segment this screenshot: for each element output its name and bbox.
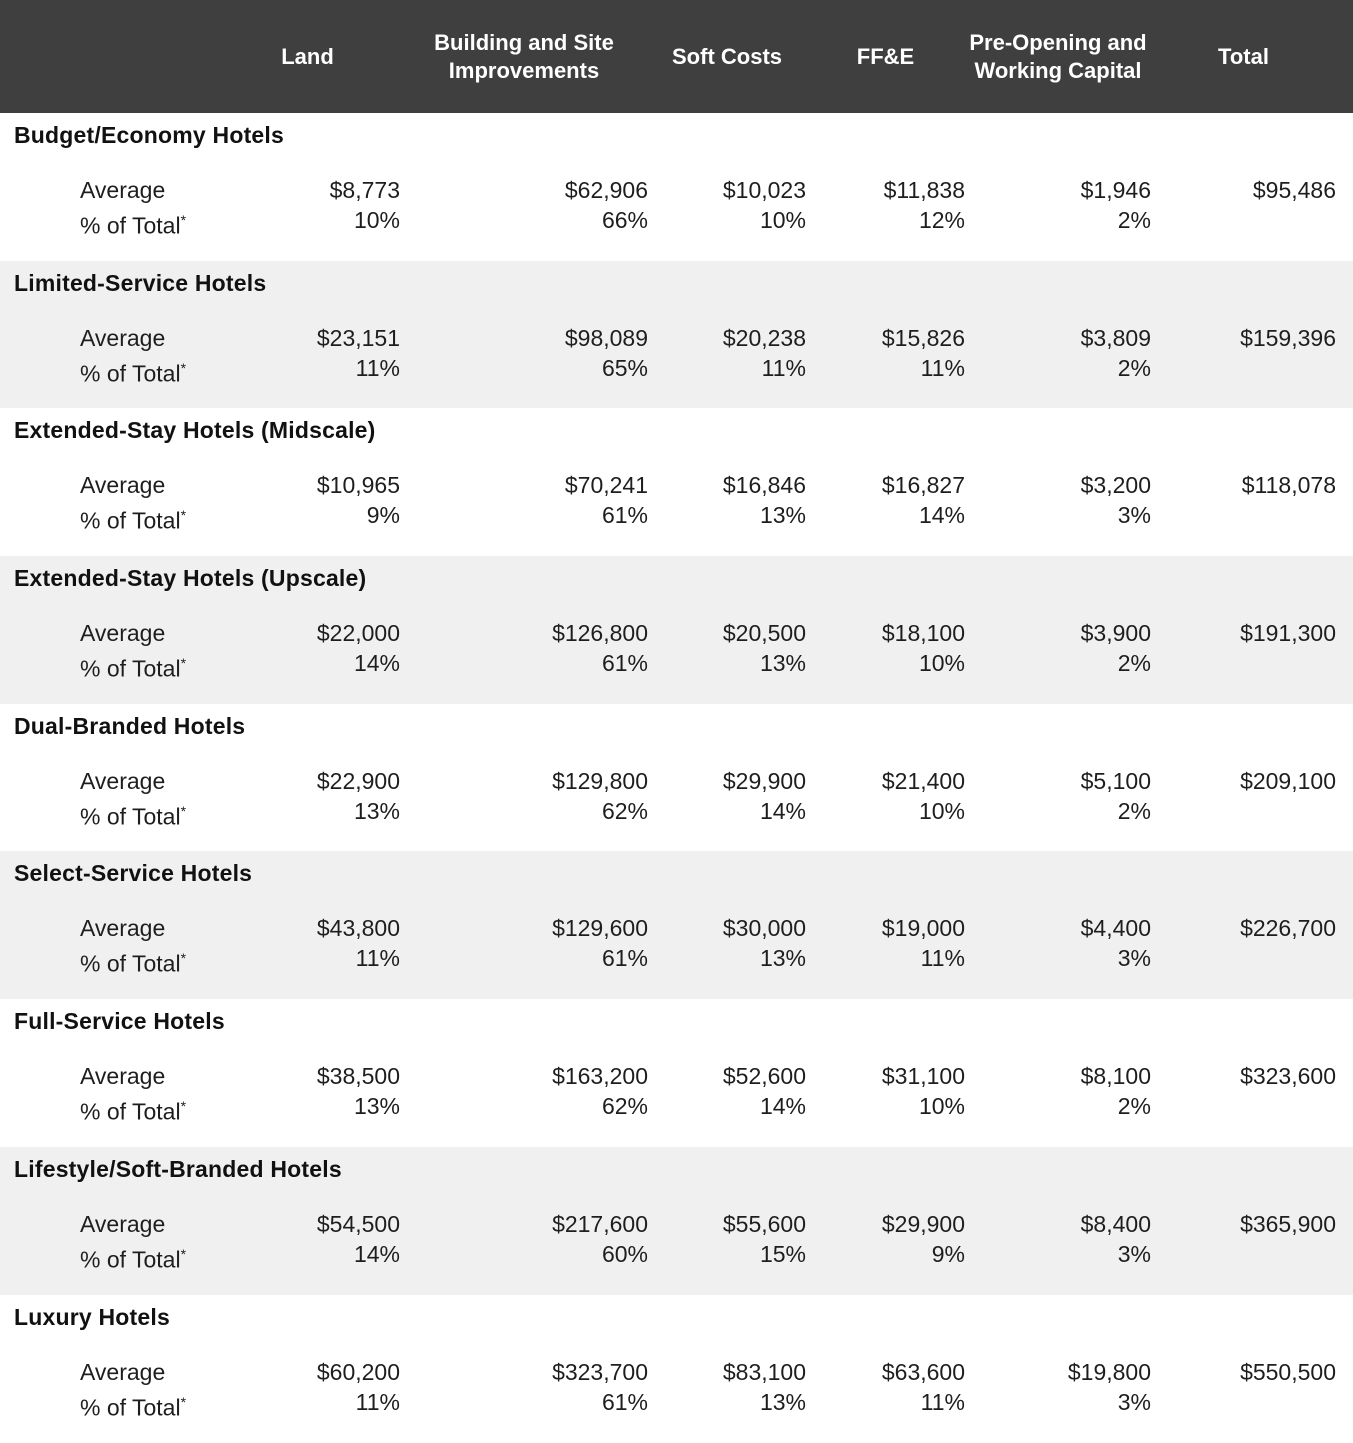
pct-of-total-row <box>0 943 1353 979</box>
pct-ffe: 11% <box>920 354 965 381</box>
section-title: Extended-Stay Hotels (Upscale) <box>14 565 367 592</box>
average-building-site-improvements: $217,600 <box>552 1210 648 1237</box>
average-preopening-working-capital: $8,100 <box>1080 1063 1151 1090</box>
average-building-site-improvements: $163,200 <box>552 1063 648 1090</box>
average-total: $550,500 <box>1240 1358 1336 1385</box>
pct-land: 14% <box>353 650 400 677</box>
row-label-pct-of-total <box>0 205 215 241</box>
average-soft-costs: $52,600 <box>722 1063 806 1090</box>
average-ffe: $11,838 <box>883 177 965 203</box>
section-title: Budget/Economy Hotels <box>14 122 285 148</box>
row-label-pct-of-total <box>0 1387 215 1423</box>
average-row <box>0 913 1353 943</box>
pct-of-total-row <box>0 1239 1353 1275</box>
pct-land: 14% <box>353 1240 400 1267</box>
average-building-site-improvements: $126,800 <box>552 620 648 647</box>
pct-of-total-asterisk: * <box>180 802 187 819</box>
pct-land: 11% <box>355 1388 400 1415</box>
section-title: Extended-Stay Hotels (Midscale) <box>14 417 376 444</box>
average-row <box>0 175 1353 205</box>
average-row <box>0 1061 1353 1091</box>
pct-of-total-label-text: % of Total <box>80 1246 181 1273</box>
pct-of-total-label-text: % of Total <box>80 655 181 682</box>
average-building-site-improvements: $70,241 <box>564 472 648 499</box>
pct-preopening-working-capital: 2% <box>1117 207 1151 233</box>
average-land: $54,500 <box>316 1210 400 1237</box>
pct-soft-costs: 13% <box>759 945 806 972</box>
column-header-total: Total <box>1218 43 1269 69</box>
pct-building-site-improvements: 61% <box>601 945 648 972</box>
pct-ffe: 11% <box>920 1388 965 1415</box>
pct-ffe: 10% <box>918 1093 965 1120</box>
section-title: Dual-Branded Hotels <box>14 712 246 739</box>
section-title: Luxury Hotels <box>14 1303 170 1330</box>
pct-preopening-working-capital: 3% <box>1117 1240 1151 1267</box>
pct-total <box>1151 1239 1336 1275</box>
pct-of-total-row <box>0 353 1353 389</box>
average-land: $8,773 <box>329 177 400 203</box>
hotel-category-section <box>0 113 1353 261</box>
pct-of-total-asterisk: * <box>180 359 187 376</box>
pct-total <box>1151 205 1336 241</box>
row-label-average: Average <box>80 620 166 647</box>
column-header-ffe: FF&E <box>856 43 915 69</box>
hotel-category-section <box>0 999 1353 1147</box>
average-ffe: $21,400 <box>881 767 965 794</box>
pct-soft-costs: 14% <box>759 797 806 824</box>
column-header-land: Land <box>281 43 334 69</box>
average-land: $60,200 <box>316 1358 400 1385</box>
average-building-site-improvements: $129,800 <box>552 767 648 794</box>
pct-of-total-label-text: % of Total <box>80 951 181 978</box>
pct-preopening-working-capital: 3% <box>1117 945 1151 972</box>
average-row <box>0 766 1353 796</box>
average-land: $38,500 <box>316 1063 400 1090</box>
row-label-average: Average <box>80 324 166 351</box>
pct-preopening-working-capital: 3% <box>1117 502 1151 529</box>
pct-of-total-asterisk: * <box>180 1245 187 1262</box>
pct-total <box>1151 943 1336 979</box>
pct-of-total-label-text: % of Total <box>80 360 181 387</box>
pct-total <box>1151 353 1336 389</box>
pct-soft-costs: 10% <box>759 207 806 233</box>
pct-total <box>1151 500 1336 536</box>
average-total: $159,396 <box>1240 324 1336 351</box>
row-label-average: Average <box>80 767 166 794</box>
average-soft-costs: $10,023 <box>722 177 806 203</box>
average-preopening-working-capital: $5,100 <box>1080 767 1151 794</box>
column-header-spacer <box>0 49 215 65</box>
pct-land: 9% <box>366 502 400 529</box>
pct-of-total-label-text: % of Total <box>80 1098 181 1125</box>
pct-of-total-asterisk: * <box>180 655 187 672</box>
pct-soft-costs: 13% <box>759 502 806 529</box>
pct-preopening-working-capital: 2% <box>1117 1093 1151 1120</box>
pct-land: 11% <box>355 354 400 381</box>
section-title: Limited-Service Hotels <box>14 269 267 296</box>
average-total: $226,700 <box>1240 915 1336 942</box>
row-label-pct-of-total <box>0 1239 215 1275</box>
average-land: $10,965 <box>316 472 400 499</box>
average-row <box>0 1357 1353 1387</box>
average-land: $22,900 <box>316 767 400 794</box>
pct-ffe: 12% <box>918 207 965 233</box>
pct-building-site-improvements: 66% <box>601 207 648 233</box>
pct-of-total-label-text: % of Total <box>80 212 181 239</box>
pct-building-site-improvements: 62% <box>601 797 648 824</box>
section-title: Lifestyle/Soft-Branded Hotels <box>14 1155 342 1182</box>
pct-of-total-label-text: % of Total <box>80 1394 181 1421</box>
pct-building-site-improvements: 61% <box>601 650 648 677</box>
row-label-pct-of-total <box>0 500 215 536</box>
average-building-site-improvements: $62,906 <box>564 177 648 203</box>
pct-of-total-asterisk: * <box>180 1098 187 1115</box>
row-label-pct-of-total <box>0 796 215 832</box>
pct-of-total-asterisk: * <box>180 1393 187 1410</box>
average-ffe: $15,826 <box>881 324 965 351</box>
pct-total <box>1151 1387 1336 1423</box>
average-land: $22,000 <box>316 620 400 647</box>
average-preopening-working-capital: $4,400 <box>1080 915 1151 942</box>
section-title: Select-Service Hotels <box>14 860 253 887</box>
average-land: $43,800 <box>316 915 400 942</box>
average-ffe: $29,900 <box>881 1210 965 1237</box>
row-label-pct-of-total <box>0 943 215 979</box>
average-ffe: $18,100 <box>881 620 965 647</box>
pct-of-total-row <box>0 796 1353 832</box>
pct-building-site-improvements: 60% <box>601 1240 648 1267</box>
pct-total <box>1151 1091 1336 1127</box>
pct-ffe: 14% <box>918 502 965 529</box>
pct-of-total-label-text: % of Total <box>80 803 181 830</box>
pct-ffe: 11% <box>920 945 965 972</box>
section-title: Full-Service Hotels <box>14 1008 225 1035</box>
average-ffe: $63,600 <box>881 1358 965 1385</box>
row-label-average: Average <box>80 1210 166 1237</box>
average-soft-costs: $83,100 <box>722 1358 806 1385</box>
pct-soft-costs: 14% <box>759 1093 806 1120</box>
hotel-category-section <box>0 408 1353 556</box>
pct-of-total-asterisk: * <box>180 507 187 524</box>
average-row <box>0 470 1353 500</box>
average-row <box>0 1209 1353 1239</box>
pct-soft-costs: 13% <box>759 650 806 677</box>
average-soft-costs: $29,900 <box>722 767 806 794</box>
average-building-site-improvements: $98,089 <box>564 324 648 351</box>
hotel-category-section <box>0 556 1353 704</box>
average-total: $365,900 <box>1240 1210 1336 1237</box>
average-row <box>0 618 1353 648</box>
pct-soft-costs: 11% <box>761 354 806 381</box>
pct-ffe: 9% <box>931 1240 965 1267</box>
pct-of-total-row <box>0 500 1353 536</box>
pct-building-site-improvements: 61% <box>601 1388 648 1415</box>
average-total: $323,600 <box>1240 1063 1336 1090</box>
pct-land: 11% <box>355 945 400 972</box>
pct-of-total-row <box>0 1091 1353 1127</box>
average-total: $191,300 <box>1240 620 1336 647</box>
pct-land: 13% <box>353 797 400 824</box>
pct-total <box>1151 796 1336 832</box>
average-total: $95,486 <box>1252 177 1336 203</box>
average-ffe: $19,000 <box>881 915 965 942</box>
row-label-average: Average <box>80 177 166 203</box>
row-label-pct-of-total <box>0 648 215 684</box>
pct-ffe: 10% <box>918 650 965 677</box>
column-header-building-site-improvements: Building and Site Improvements <box>434 29 614 83</box>
average-preopening-working-capital: $3,200 <box>1080 472 1151 499</box>
average-land: $23,151 <box>316 324 400 351</box>
table-header-row <box>0 0 1353 113</box>
average-soft-costs: $16,846 <box>722 472 806 499</box>
pct-preopening-working-capital: 2% <box>1117 650 1151 677</box>
average-total: $209,100 <box>1240 767 1336 794</box>
average-soft-costs: $20,500 <box>722 620 806 647</box>
pct-total <box>1151 648 1336 684</box>
hotel-category-section <box>0 851 1353 999</box>
hotel-category-section <box>0 1295 1353 1443</box>
row-label-pct-of-total <box>0 353 215 389</box>
average-row <box>0 323 1353 353</box>
pct-building-site-improvements: 65% <box>601 354 648 381</box>
pct-soft-costs: 15% <box>759 1240 806 1267</box>
row-label-pct-of-total <box>0 1091 215 1127</box>
average-preopening-working-capital: $19,800 <box>1067 1358 1151 1385</box>
pct-building-site-improvements: 62% <box>601 1093 648 1120</box>
average-preopening-working-capital: $3,809 <box>1080 324 1151 351</box>
pct-ffe: 10% <box>918 797 965 824</box>
average-ffe: $16,827 <box>881 472 965 499</box>
average-soft-costs: $55,600 <box>722 1210 806 1237</box>
hotel-category-section <box>0 261 1353 409</box>
average-total: $118,078 <box>1241 472 1336 499</box>
average-ffe: $31,100 <box>881 1063 965 1090</box>
pct-of-total-row <box>0 205 1353 241</box>
average-soft-costs: $20,238 <box>722 324 806 351</box>
pct-soft-costs: 13% <box>759 1388 806 1415</box>
column-header-preopening-working-capital: Pre-Opening and Working Capital <box>969 29 1147 83</box>
table-body <box>0 113 1353 1442</box>
pct-of-total-row <box>0 648 1353 684</box>
average-preopening-working-capital: $8,400 <box>1080 1210 1151 1237</box>
hotel-category-section <box>0 704 1353 852</box>
pct-preopening-working-capital: 2% <box>1117 797 1151 824</box>
pct-of-total-row <box>0 1387 1353 1423</box>
average-building-site-improvements: $129,600 <box>552 915 648 942</box>
pct-land: 13% <box>353 1093 400 1120</box>
pct-of-total-asterisk: * <box>180 950 187 967</box>
hotel-category-section <box>0 1147 1353 1295</box>
average-preopening-working-capital: $1,946 <box>1080 177 1151 203</box>
column-header-soft-costs: Soft Costs <box>672 43 782 69</box>
pct-land: 10% <box>353 207 400 233</box>
pct-of-total-label-text: % of Total <box>80 508 181 535</box>
pct-of-total-asterisk: * <box>180 212 187 228</box>
row-label-average: Average <box>80 915 166 942</box>
average-building-site-improvements: $323,700 <box>552 1358 648 1385</box>
average-soft-costs: $30,000 <box>722 915 806 942</box>
pct-preopening-working-capital: 3% <box>1117 1388 1151 1415</box>
row-label-average: Average <box>80 472 166 499</box>
row-label-average: Average <box>80 1063 166 1090</box>
average-preopening-working-capital: $3,900 <box>1080 620 1151 647</box>
pct-preopening-working-capital: 2% <box>1117 354 1151 381</box>
pct-building-site-improvements: 61% <box>601 502 648 529</box>
row-label-average: Average <box>80 1358 166 1385</box>
